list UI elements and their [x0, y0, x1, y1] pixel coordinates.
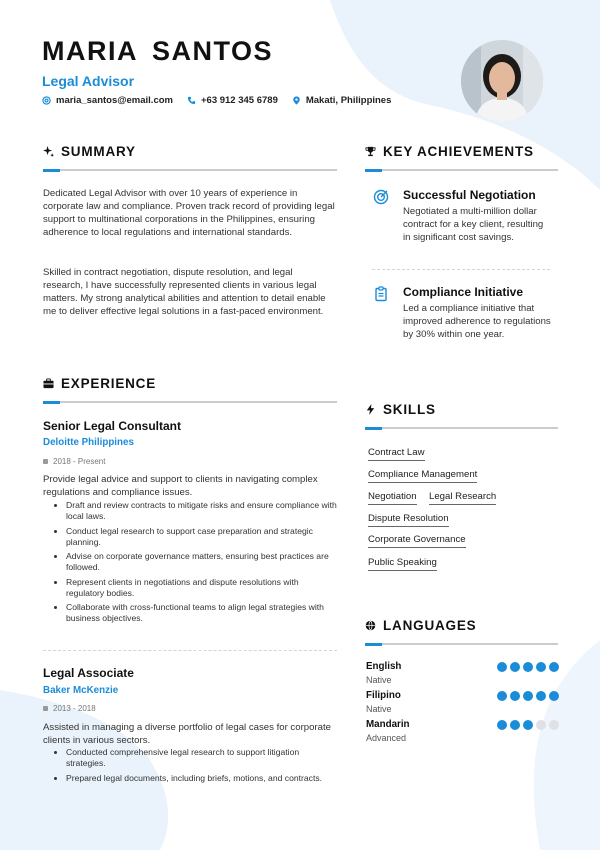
bullet-item: • Conduct legal research to support case preparation and strategic planning.: [66, 526, 338, 548]
bullet-item: • Draft and review contracts to mitigate risks and ensure compliance with local laws.: [66, 500, 338, 522]
bullet-item: • Advise on corporate governance matters, ensuring best practices are followed.: [66, 551, 338, 573]
contact-info: [42, 95, 391, 106]
rating-dot-filled: [497, 720, 507, 730]
language-1-rating: [497, 662, 559, 672]
language-2-name: Filipino: [366, 690, 401, 701]
language-3-level: Advanced: [366, 733, 407, 743]
location-text: Makati, Philippines: [305, 95, 392, 106]
language-1-level: Native: [366, 675, 392, 685]
bullet-item: • Collaborate with cross-functional teams to align legal strategies with business objectives.: [66, 602, 338, 624]
achievement-1-description: Negotiated a multi-million dollar contract for a key client, resulting in significant cost savings.: [403, 206, 544, 243]
calendar-icon: [43, 459, 48, 464]
skill-tag: Compliance Management: [368, 469, 477, 483]
target-icon: [373, 189, 389, 205]
achievement-1-title: Successful Negotiation: [403, 188, 536, 202]
job-2-bullets: [44, 747, 338, 787]
job-2-company: Baker McKenzie: [43, 685, 119, 696]
language-3-name: Mandarin: [366, 719, 410, 730]
rating-dot-filled: [510, 662, 520, 672]
skill-tag: Dispute Resolution: [368, 513, 449, 527]
job-1-dates: [43, 457, 105, 466]
rating-dot-filled: [536, 662, 546, 672]
skill-tag: Legal Research: [429, 491, 496, 505]
skills-heading-text: SKILLS: [383, 402, 436, 417]
rating-dot-filled: [510, 691, 520, 701]
job-1-bullets: [44, 500, 338, 628]
experience-heading: [43, 376, 156, 391]
rating-dot-filled: [549, 662, 559, 672]
skill-tag: Corporate Governance: [368, 534, 466, 548]
experience-rule: [43, 401, 337, 403]
sparkle-icon: [43, 146, 54, 157]
job-1-company: Deloitte Philippines: [43, 437, 134, 448]
achievement-2-title: Compliance Initiative: [403, 285, 524, 299]
location-pin-icon: [292, 96, 301, 105]
rating-dot-filled: [510, 720, 520, 730]
skills-heading: [365, 402, 436, 417]
email-text: maria_santos@email.com: [56, 95, 173, 106]
bullet-item: • Prepared legal documents, including briefs, motions, and contracts.: [66, 773, 338, 784]
language-2-level: Native: [366, 704, 392, 714]
job-2-description: Assisted in managing a diverse portfolio of legal cases for corporate clients in various sectors.: [43, 722, 331, 746]
trophy-icon: [365, 146, 376, 157]
achievements-heading: [365, 144, 534, 159]
job-2-dates: [43, 704, 96, 713]
rating-dot-filled: [523, 662, 533, 672]
job-divider: [43, 650, 337, 651]
summary-paragraph-1: Dedicated Legal Advisor with over 10 years of experience in corporate law and compliance. Proven track record of providing legal support to multinational corporations in the Philippines, ensuring adherence to local regulations and international standards.: [43, 188, 335, 238]
summary-heading: [43, 144, 136, 159]
languages-rule: [365, 643, 558, 645]
phone-text: +63 912 345 6789: [200, 95, 278, 106]
summary-rule: [43, 169, 337, 171]
briefcase-icon: [43, 378, 54, 389]
skill-tag: Contract Law: [368, 447, 425, 461]
at-icon: [42, 96, 51, 105]
rating-dot-filled: [549, 691, 559, 701]
rating-dot-empty: [549, 720, 559, 730]
languages-heading: [365, 618, 476, 633]
languages-heading-text: LANGUAGES: [383, 618, 477, 633]
calendar-icon: [43, 706, 48, 711]
language-3-rating: [497, 720, 559, 730]
job-1-dates-text: 2018 - Present: [53, 457, 106, 466]
experience-heading-text: EXPERIENCE: [61, 376, 157, 391]
achievements-rule: [365, 169, 558, 171]
rating-dot-filled: [523, 720, 533, 730]
achievements-heading-text: KEY ACHIEVEMENTS: [383, 144, 534, 159]
rating-dot-filled: [497, 691, 507, 701]
achievement-1: [365, 188, 558, 258]
email-contact[interactable]: [42, 95, 173, 106]
location-contact: [292, 95, 392, 106]
achievement-2-description: Led a compliance initiative that improved adherence to regulations by 30% within one year.: [403, 303, 551, 340]
achievement-2: [365, 285, 558, 365]
skill-tag: Public Speaking: [368, 557, 437, 571]
phone-icon: [187, 96, 196, 105]
skill-tag: Negotiation: [368, 491, 417, 505]
job-2-dates-text: 2013 - 2018: [53, 704, 96, 713]
clipboard-icon: [373, 286, 389, 302]
phone-contact[interactable]: [187, 95, 278, 106]
summary-paragraph-2: Skilled in contract negotiation, dispute resolution, and legal research, I have successfully represented clients in various legal matters. My strong analytical abilities and attention to detail enable me to deliver effective legal solutions in a fast-paced environment.: [43, 267, 326, 317]
achievement-divider: [372, 269, 550, 270]
candidate-name: MARIA SANTOS: [42, 36, 274, 66]
rating-dot-filled: [523, 691, 533, 701]
job-title: Legal Advisor: [42, 73, 135, 89]
rating-dot-filled: [536, 691, 546, 701]
globe-icon: [365, 620, 376, 631]
rating-dot-filled: [497, 662, 507, 672]
portrait-image: [461, 40, 543, 122]
bullet-item: • Represent clients in negotiations and dispute resolutions with regulatory bodies.: [66, 577, 338, 599]
job-2-title: Legal Associate: [43, 666, 134, 680]
summary-heading-text: SUMMARY: [61, 144, 136, 159]
lightning-icon: [365, 404, 376, 415]
job-1-description: Provide legal advice and support to clients in navigating complex regulations and compliance issues.: [43, 474, 318, 498]
profile-photo: [461, 40, 543, 122]
job-1-title: Senior Legal Consultant: [43, 419, 182, 433]
bullet-item: • Conducted comprehensive legal research to support litigation strategies.: [66, 747, 338, 769]
rating-dot-empty: [536, 720, 546, 730]
skills-rule: [365, 427, 558, 429]
language-1-name: English: [366, 661, 402, 672]
language-2-rating: [497, 691, 559, 701]
